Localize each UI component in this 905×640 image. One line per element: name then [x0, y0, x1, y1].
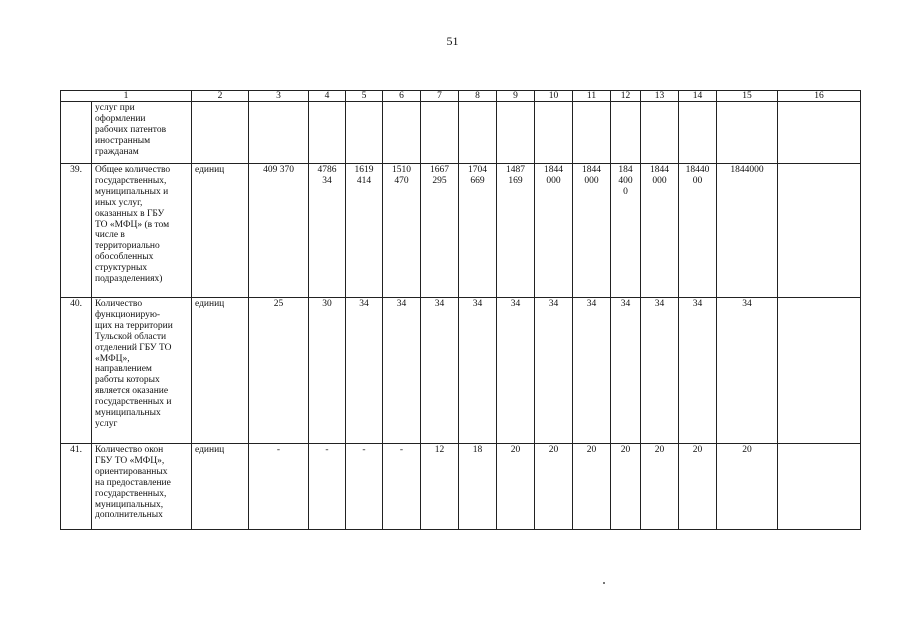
value-cell [383, 444, 421, 530]
value-cell [459, 444, 497, 530]
value-cell [249, 164, 309, 298]
indicator-name-line: территориально [95, 241, 160, 252]
header-cell: 16 [778, 91, 861, 102]
header-cell: 4 [309, 91, 346, 102]
indicator-name-line: ГБУ ТО «МФЦ», [95, 455, 165, 466]
value-line: 34 [434, 299, 445, 309]
value-cell [611, 102, 641, 164]
header-cell: 9 [497, 91, 535, 102]
value-cell [346, 164, 383, 298]
value-line: 20 [692, 445, 703, 455]
indicator-name-line: на предоставление [95, 477, 171, 488]
indicator-name-line: рабочих патентов [95, 124, 167, 135]
value-line: 1844 [582, 165, 601, 175]
indicator-table [60, 90, 861, 530]
indicator-name-line: «МФЦ», [95, 353, 130, 364]
header-cell: 10 [535, 91, 573, 102]
value-line: 1619 [354, 165, 374, 175]
value-cell [641, 164, 679, 298]
value-cell [459, 298, 497, 444]
indicator-name-line: иностранным [95, 135, 151, 146]
header-cell: 6 [383, 91, 421, 102]
value-line: 1667 [430, 165, 449, 175]
value-cell [679, 298, 717, 444]
value-cell [421, 102, 459, 164]
value-cell [309, 298, 346, 444]
value-cell [641, 298, 679, 444]
value-cell [535, 164, 573, 298]
header-cell: 15 [717, 91, 778, 102]
value-cell [679, 444, 717, 530]
value-cell [383, 298, 421, 444]
value-line: 1704 [468, 165, 487, 175]
value-line: 34 [510, 299, 521, 309]
indicator-name-line: муниципальных, [95, 499, 164, 510]
value-line: 34 [396, 299, 407, 309]
indicator-name-line: Количество [95, 299, 143, 309]
row-number [61, 102, 92, 164]
value-cell [717, 164, 778, 298]
value-cell [679, 102, 717, 164]
value-line: - [362, 445, 366, 455]
value-line: 1844000 [730, 165, 764, 175]
value-cell [641, 102, 679, 164]
scan-speck [603, 582, 605, 584]
value-line: 4786 [317, 165, 337, 175]
value-line: 295 [432, 175, 447, 186]
value-cell [383, 164, 421, 298]
value-line: 669 [470, 175, 485, 186]
indicator-name-line: иных услуг, [95, 197, 143, 208]
value-line: 184 [618, 165, 633, 175]
table-row [61, 164, 861, 298]
value-line: 34 [742, 299, 752, 309]
value-cell [249, 444, 309, 530]
value-cell [497, 298, 535, 444]
value-cell [641, 444, 679, 530]
header-row [61, 91, 861, 102]
unit-cell: единиц [192, 298, 249, 444]
indicator-name-line: работы которых [95, 375, 160, 386]
column-16-cell [778, 164, 861, 298]
indicator-name [92, 444, 192, 530]
value-cell [717, 298, 778, 444]
value-line: 34 [472, 299, 483, 309]
value-cell [573, 164, 611, 298]
indicator-name-line: государственных и [95, 397, 172, 408]
value-line: 18440 [685, 165, 710, 175]
value-cell [573, 102, 611, 164]
value-line: 18 [472, 445, 483, 455]
value-line: 1844 [650, 165, 669, 175]
value-cell [421, 164, 459, 298]
unit-cell: единиц [192, 164, 249, 298]
indicator-name-line: Количество окон [95, 445, 164, 455]
value-line: 00 [692, 175, 703, 186]
value-cell [611, 298, 641, 444]
value-cell [421, 298, 459, 444]
indicator-name-line: гражданам [95, 146, 139, 157]
value-cell [717, 444, 778, 530]
value-line: 20 [586, 445, 597, 455]
value-line: 34 [692, 299, 703, 309]
table-row [61, 444, 861, 530]
header-cell: 12 [611, 91, 641, 102]
unit-cell [192, 102, 249, 164]
value-line: 20 [620, 445, 631, 455]
value-line: 20 [510, 445, 521, 455]
header-cell: 8 [459, 91, 497, 102]
value-cell [573, 444, 611, 530]
indicator-name-line: оказанных в ГБУ [95, 208, 165, 219]
value-line: 20 [548, 445, 559, 455]
table-row [61, 298, 861, 444]
row-number: 39. [61, 164, 92, 298]
value-line: 1487 [506, 165, 525, 175]
header-cell: 2 [192, 91, 249, 102]
indicator-name-line: государственных, [95, 175, 167, 186]
value-cell [459, 102, 497, 164]
value-line: 0 [623, 186, 628, 197]
value-cell [611, 164, 641, 298]
value-cell [717, 102, 778, 164]
indicator-name-line: отделений ГБУ ТО [95, 342, 172, 353]
value-cell [611, 444, 641, 530]
indicator-name-line: числе в [95, 230, 125, 241]
indicator-name-line: является оказание [95, 386, 169, 397]
value-line: 1510 [392, 165, 411, 175]
value-cell [535, 102, 573, 164]
indicator-name-line: Тульской области [95, 331, 167, 342]
value-line: 12 [434, 445, 445, 455]
indicator-name [92, 164, 192, 298]
unit-cell: единиц [192, 444, 249, 530]
indicator-name-line: функционирую- [95, 309, 161, 320]
value-cell [573, 298, 611, 444]
value-line: 34 [359, 299, 369, 309]
value-line: 000 [546, 175, 561, 186]
value-line: 25 [273, 299, 284, 309]
table-body [61, 102, 861, 530]
value-cell [249, 102, 309, 164]
value-cell [309, 164, 346, 298]
page-number: 51 [446, 34, 459, 48]
value-line: 34 [322, 175, 332, 186]
header-cell: 3 [249, 91, 309, 102]
value-cell [249, 298, 309, 444]
indicator-name-line: дополнительных [95, 510, 163, 521]
value-line: - [399, 445, 404, 455]
indicator-name-line: государственных, [95, 488, 167, 499]
value-line: 34 [586, 299, 597, 309]
value-line: 34 [548, 299, 559, 309]
value-line: 409 370 [263, 165, 294, 175]
value-cell [346, 102, 383, 164]
value-cell [497, 102, 535, 164]
indicator-name [92, 102, 192, 164]
column-16-cell [778, 444, 861, 530]
indicator-name-line: услуг при [95, 103, 135, 113]
value-line: 20 [654, 445, 665, 455]
value-line: 000 [584, 175, 599, 186]
value-cell [346, 298, 383, 444]
value-line: - [325, 445, 329, 455]
indicator-name-line: Общее количество [95, 165, 171, 175]
value-line: 30 [322, 299, 332, 309]
value-line: 470 [394, 175, 409, 186]
value-cell [679, 164, 717, 298]
header-cell: 11 [573, 91, 611, 102]
value-cell [421, 444, 459, 530]
header-cell: 13 [641, 91, 679, 102]
indicator-name-line: обособленных [95, 252, 154, 263]
value-cell [383, 102, 421, 164]
value-cell [309, 444, 346, 530]
row-number: 40. [61, 298, 92, 444]
value-cell [535, 298, 573, 444]
column-16-cell [778, 298, 861, 444]
value-cell [497, 164, 535, 298]
indicator-name-line: муниципальных и [95, 186, 169, 197]
header-cell: 5 [346, 91, 383, 102]
value-line: 000 [652, 175, 667, 186]
header-cell: 7 [421, 91, 459, 102]
indicator-name-line: ориентированных [95, 466, 168, 477]
value-cell [346, 444, 383, 530]
indicator-name-line: направлением [95, 364, 152, 375]
indicator-name-line: ТО «МФЦ» (в том [95, 219, 170, 230]
value-cell [497, 444, 535, 530]
indicator-name-line: муниципальных [95, 408, 161, 419]
column-16-cell [778, 102, 861, 164]
indicator-name [92, 298, 192, 444]
row-number: 41. [61, 444, 92, 530]
value-line: 414 [356, 175, 372, 186]
value-line: 34 [654, 299, 665, 309]
value-line: 34 [620, 299, 631, 309]
value-line: - [276, 445, 281, 455]
value-line: 20 [742, 445, 752, 455]
indicator-name-line: щих на территории [95, 320, 173, 331]
value-line: 1844 [544, 165, 563, 175]
value-cell [535, 444, 573, 530]
indicator-name-line: структурных [95, 263, 148, 274]
indicator-name-line: оформлении [95, 113, 146, 124]
indicator-name-line: подразделениях) [95, 274, 163, 285]
header-cell: 14 [679, 91, 717, 102]
header-cell: 1 [61, 91, 192, 102]
value-line: 400 [618, 175, 633, 186]
indicator-name-line: услуг [95, 418, 118, 429]
value-cell [309, 102, 346, 164]
table-row [61, 102, 861, 164]
value-line: 169 [508, 175, 523, 186]
value-cell [459, 164, 497, 298]
